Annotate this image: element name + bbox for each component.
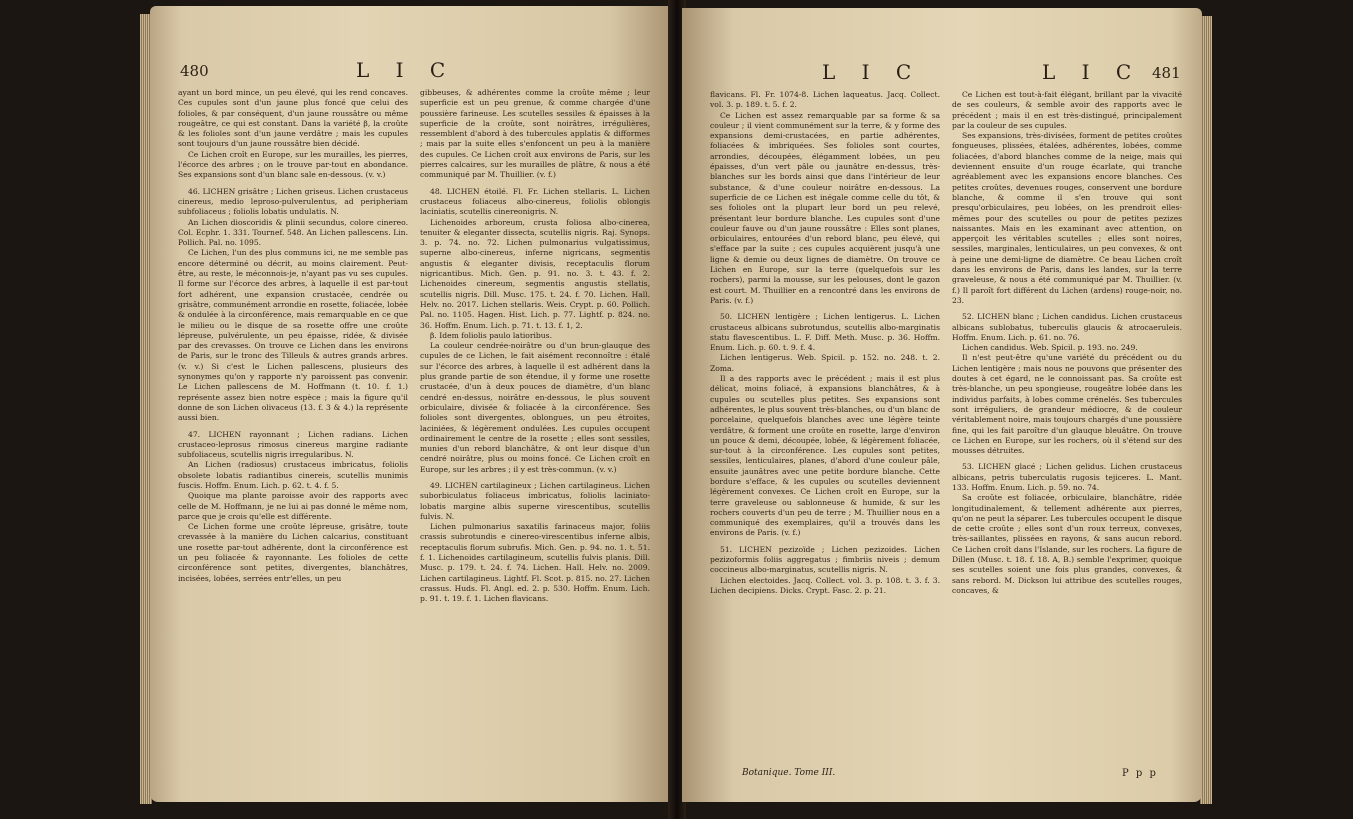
left-page-number: 480 [180, 62, 209, 80]
paragraph: β. Idem foliolis paulo latioribus. [430, 330, 552, 340]
right-running-head-2: L I C [1042, 60, 1142, 84]
entry-heading: 50. LICHEN lentigère ; Lichen lentigerus. L. Lichen crustaceus albicans subrotundus, scutellis albo-marginatis statu flavescentibus. L. F. Diff. Meth. Musc. p. 36. Hoffm. Enum. Lich. p. 60. t. 9. f. 4. [710, 312, 940, 353]
paragraph: flavicans. Fl. Fr. 1074-8. Lichen laqueatus. Jacq. Collect. vol. 3. p. 189. t. 5. f. 2. [710, 90, 940, 110]
entry-heading: 47. LICHEN rayonnant ; Lichen radians. Lichen crustaceo-leprosus rimosus cinereus margine radiante subfoliaceus, scutellis nigris irregularibus. N. [178, 429, 408, 460]
right-running-head-1: L I C [822, 60, 922, 84]
right-page [682, 8, 1202, 802]
entry-heading: 49. LICHEN cartilagineux ; Lichen cartilagineus. Lichen suborbiculatus foliaceus imbricatus, foliolis laciniato-lobatis margine albis superne virescentibus, scutellis fulvis. N. [420, 480, 650, 521]
entry-heading: 52. LICHEN blanc ; Lichen candidus. Lichen crustaceus albicans sublobatus, tuberculis glaucis & atrocaeruleis. Hoffm. Enum. Lich. p. 61. no. 76. [952, 312, 1182, 342]
paragraph: An Lichen (radiosus) crustaceus imbricatus, foliolis obsolete lobatis radiantibus cinereis, scutellis munimis fuscis. Hoffm. Enum. Lich. p. 62. t. 4. f. 5. [178, 460, 408, 490]
paragraph: Sa croûte est foliacée, orbiculaire, blanchâtre, ridée longitudinalement, & tellement adhérente aux pierres, qu'on ne peut la séparer. Les tubercules occupent le disque de cette croûte ; elles sont d'un roux terreux, convexes, très-saillantes, plissées en rayons, & sans aucun rebord. Ce Lichen croît dans l'Islande, sur les rochers. La figure de Dillen (Musc. t. 18. f. 18. A, B.) semble l'exprimer, quoique ses scutelles soient une fois plus grandes, convexes, & sans rebord. M. Dickson lui attribue des scutelles rouges, concaves, & [952, 493, 1182, 595]
paragraph: gibbeuses, & adhérentes comme la croûte même ; leur superficie est un peu grenue, & comme chargée d'une poussière farineuse. Les scutelles sessiles & épaisses à la superficie de la croûte, sont noirâtres, irrégulières, ressemblent d'abord à des tubercules applatis & difformes ; mais par la suite elles s'enfoncent un peu à la manière des cupules. Ce Lichen croît aux environs de Paris, sur les pierres calcaires, sur les murailles de plâtre, & nous a été communiqué par M. Thuillier. (v. f.) [420, 88, 650, 180]
paragraph: Lichen electoides. Jacq. Collect. vol. 3. p. 108. t. 3. f. 3. Lichen decipiens. Dicks. Crypt. Fasc. 2. p. 21. [710, 575, 940, 595]
left-page [150, 6, 672, 802]
paragraph: An Lichen dioscoridis & plinii secundus, colore cinereo. Col. Ecphr. 1. 331. Tournef. 548. An Lichen pallescens. Lin. Pollich. Pal. no. 1095. [178, 217, 408, 248]
paragraph: Ce Lichen, l'un des plus communs ici, ne me semble pas encore déterminé ou décrit, au moins clairement. Peut-être, au reste, le méconnois-je, n'ayant pas vu ses cupules. Il forme sur l'écorce des arbres, à laquelle il est par-tout fort adhérent, une expansion crustacée, cendrée ou grisâtre, communément arrondie en rosette, foliacée, lobée & ondulée à la circonférence, mais remarquable en ce que le milieu ou le disque de sa rosette offre une croûte lépreuse, pulvérulente, un peu épaisse, ridée, & divisée par des crevasses. On trouve ce Lichen dans les environs de Paris, sur le tronc des Tilleuls & autres grands arbres. (v. v.) Si c'est le Lichen pallescens, plusieurs des synonymes qu'on y rapporte n'y paroissent pas convenir. Le Lichen pallescens de M. Hoffmann (t. 10. f. 1.) représente assez bien notre espèce ; mais la figure qu'il donne de son Lichen olivaceus (13. f. 3 & 4.) la représente aussi bien. [178, 248, 408, 423]
left-column-2 [420, 88, 650, 605]
entry-heading: 53. LICHEN glacé ; Lichen gelidus. Lichen crustaceus albicans, petris tuberculatis rugosis tejiceres. L. Mant. 133. Hoffm. Enum. Lich. p. 59. no. 74. [952, 462, 1182, 492]
right-column-1 [710, 90, 940, 596]
paragraph: Lichen candidus. Web. Spicil. p. 193. no. 249. [962, 343, 1138, 353]
page-footer: Botanique. Tome III. [742, 768, 836, 778]
paragraph: Ce Lichen est assez remarquable par sa forme & sa couleur ; il vient communément sur la terre, & y forme des expansions demi-crustacées, en partie adhérentes, foliacées & imbriquées. Ses folioles sont courtes, arrondies, découpées, élégamment lobées, un peu épaisses, d'un vert pâle ou jaunâtre en-dessus, très-blanches sur les bords ainsi que dans l'intérieur de leur substance, & d'une couleur noirâtre en-dessous. La superficie de ce Lichen est inégale comme celle du tôt, & ses folioles ont la plupart leur bord un peu relevé, présentant leur bordure blanche. Les cupules sont d'une couleur fauve ou d'un jaune roussâtre : Elles sont planes, orbiculaires, entourées d'un rebord blanc, peu élevé, qui s'efface par la suite ; ces cupules acquièrent jusqu'à une ligne & demie ou deux lignes de diamètre. On trouve ce Lichen en Europe, sur la terre (quelquefois sur les rochers), parmi la mousse, sur les pelouses, dont le gazon est court. M. Thuillier en a rencontré dans les environs de Paris. (v. f.) [710, 110, 940, 305]
paragraph: Ce Lichen forme une croûte lépreuse, grisâtre, toute crevassée à la manière du Lichen calcarius, constituant une rosette par-tout adhérente, dont la circonférence est un peu foliacée & rayonnante. Les folioles de cette circonférence sont petites, divergentes, blanchâtres, incisées, lobées, serrées entr'elles, un peu [178, 522, 408, 583]
paragraph: Ce Lichen croît en Europe, sur les murailles, les pierres, l'écorce des arbres ; on le trouve par-tout en abondance. Ses expansions sont d'un blanc sale en-dessous. (v. v.) [178, 149, 408, 180]
entry-heading: 51. LICHEN pezizoïde ; Lichen pezizoides. Lichen pezizoformis foliis aggregatus ; fimbriis niveis ; demum coccineus albo-marginatus, scutellis nigris. N. [710, 544, 940, 575]
paragraph: ayant un bord mince, un peu élevé, qui les rend concaves. Ces cupules sont d'un jaune plus foncé que celui des folioles, & par conséquent, d'un jaune roussâtre ou même rougeâtre, ce qui est constant. Dans la variété β, la croûte & les folioles sont d'un jaune verdâtre ; mais les cupules sont toujours d'un jaune roussâtre bien décidé. [178, 88, 408, 149]
entry-heading: 46. LICHEN grisâtre ; Lichen griseus. Lichen crustaceus cinereus, medio leproso-pulverulentus, ad peripheriam subfoliaceus ; foliolis lobatis undulatis. N. [178, 186, 408, 217]
signature-mark: P p p [1122, 768, 1158, 779]
paragraph: La couleur cendrée-noirâtre ou d'un brun-glauque des cupules de ce Lichen, le fait aisément reconnoître : étalé sur l'écorce des arbres, à laquelle il est adhérent dans la plus grande partie de son étendue, il y forme une rosette crustacée, d'un à deux pouces de diamètre, d'un blanc cendré en-dessus, noirâtre en-dessous, le plus souvent orbiculaire, divisée & foliacée à la circonférence. Ses folioles sont divergentes, oblongues, un peu étroites, laciniées, & légèrement ondulées. Les cupules occupent ordinairement le centre de la rosette ; elles sont sessiles, munies d'un rebord blanchâtre, & ont leur disque d'un cendré noirâtre, plus ou moins foncé. Ce Lichen croît en Europe, sur les arbres ; il y est très-commun. (v. v.) [420, 341, 650, 474]
right-column-2 [952, 90, 1182, 596]
entry-heading: 48. LICHEN étoilé. Fl. Fr. Lichen stellaris. L. Lichen crustaceus foliaceus albo-cinereus, foliolis oblongis laciniatis, scutellis cinereonigris. N. [420, 186, 650, 217]
right-page-number: 481 [1152, 64, 1181, 82]
left-column-1 [178, 88, 408, 584]
paragraph: Il n'est peut-être qu'une variété du précédent ou du Lichen lentigère ; mais nous ne pouvons que présenter des doutes à cet égard, ne le connoissant pas. Sa croûte est très-blanche, un peu spongieuse, rougeâtre lobée dans les individus parfaits, à lobes comme crénelés. Ses tubercules sont irréguliers, de grandeur médiocre, & de couleur véritablement noire, mais toujours chargés d'une poussière fine, qui les fait paroître d'un glauque bleuâtre. On trouve ce Lichen en Europe, sur les rochers, où il s'étend sur des mousses détruites. [952, 353, 1182, 456]
paragraph: Lichenoides arboreum, crusta foliosa albo-cinerea, tenuiter & eleganter dissecta, scutellis nigris. Raj. Synops. 3. p. 74. no. 72. Lichen pulmonarius vulgatissimus, superne albo-cinereus, inferne nigricans, segmentis angustis & eleganter divisis, receptaculis florum nigricantibus. Mich. Gen. p. 91. no. 3. t. 43. f. 2. Lichenoides cinereum, segmentis angustis stellatis, scutellis nigris. Dill. Musc. 175. t. 24. f. 70. Lichen. Hall. Helv. no. 2017. Lichen stellaris. Weis. Crypt. p. 60. Pollich. Pal. no. 1105. Hagen. Hist. Lich. p. 77. Lightf. p. 824. no. 36. Hoffm. Enum. Lich. p. 71. t. 13. f. 1, 2. [420, 217, 650, 330]
paragraph: Lichen lentigerus. Web. Spicil. p. 152. no. 248. t. 2. Zoma. [710, 353, 940, 373]
left-running-head: L I C [356, 58, 456, 82]
paragraph: Il a des rapports avec le précédent ; mais il est plus délicat, moins foliacé, à expansions blanchâtres, & à cupules ou scutelles plus petites. Ses expansions sont adhérentes, le plus souvent très-blanches, ou d'un blanc de porcelaine, quelquefois blanches avec une légère teinte verdâtre, & forment une croûte en rosette, large d'environ un pouce & demi, découpée, lobée, & légèrement foliacée, sur-tout à la circonférence. Les cupules sont petites, sessiles, lenticulaires, planes, d'abord d'une couleur pâle, ensuite jaunâtres avec une petite bordure blanche. Cette bordure s'efface, & les cupules ou scutelles deviennent légèrement convexes. Ce Lichen croît en Europe, sur la terre graveleuse ou sablonneuse & humide, & sur les rochers couverts d'un peu de terre ; M. Thuillier nous en a communiqué des exemplaires, qu'il a trouvés dans les environs de Paris. (v. f.) [710, 374, 940, 538]
paragraph: Ce Lichen est tout-à-fait élégant, brillant par la vivacité de ses couleurs, & semble avoir des rapports avec le précédent ; mais il en est très-distingué, principalement par la couleur de ses cupules. [952, 90, 1182, 130]
paragraph: Quoique ma plante paroisse avoir des rapports avec celle de M. Hoffmann, je ne lui ai pas donné le même nom, parce que je crois qu'elle est différente. [178, 491, 408, 521]
paragraph: Ses expansions, très-divisées, forment de petites croûtes fongueuses, plissées, étalées, adhérentes, lobées, comme foliacées, d'abord blanches comme de la neige, mais qui deviennent ensuite d'un rouge écarlate, qui tranche agréablement avec les expansions encore blanches. Ces petites croûtes, devenues rouges, conservent une bordure blanche, & comme il s'en trouve qui sont presqu'orbiculaires, peu lobées, on les prendroit elles-mêmes pour des scutelles ou pour de petites pezizes naissantes. Mais en les examinant avec attention, on apperçoit les véritables scutelles ; elles sont noires, sessiles, marginales, lenticulaires, un peu convexes, & ont à peine une demi-ligne de diamètre. Ce beau Lichen croît dans les environs de Paris, dans les landes, sur la terre graveleuse, & nous a été communiqué par M. Thuillier. (v. f.) Il paroît fort différent du Lichen (ardens) rouge-noir, no. 23. [952, 131, 1182, 305]
paragraph: Lichen pulmonarius saxatilis farinaceus major, foliis crassis subrotundis e cinereo-virescentibus inferne albis, receptaculis florum subrufis. Mich. Gen. p. 94. no. 1. t. 51. f. 1. Lichenoides cartilagineum, scutellis fulvis planis. Dill. Musc. p. 179. t. 24. f. 74. Lichen. Hall. Helv. no. 2009. Lichen cartilagineus. Lightf. Fl. Scot. p. 815. no. 27. Lichen crassus. Huds. Fl. Angl. ed. 2. p. 530. Hoffm. Enum. Lich. p. 91. t. 19. f. 1. Lichen flavicans. [420, 522, 650, 604]
